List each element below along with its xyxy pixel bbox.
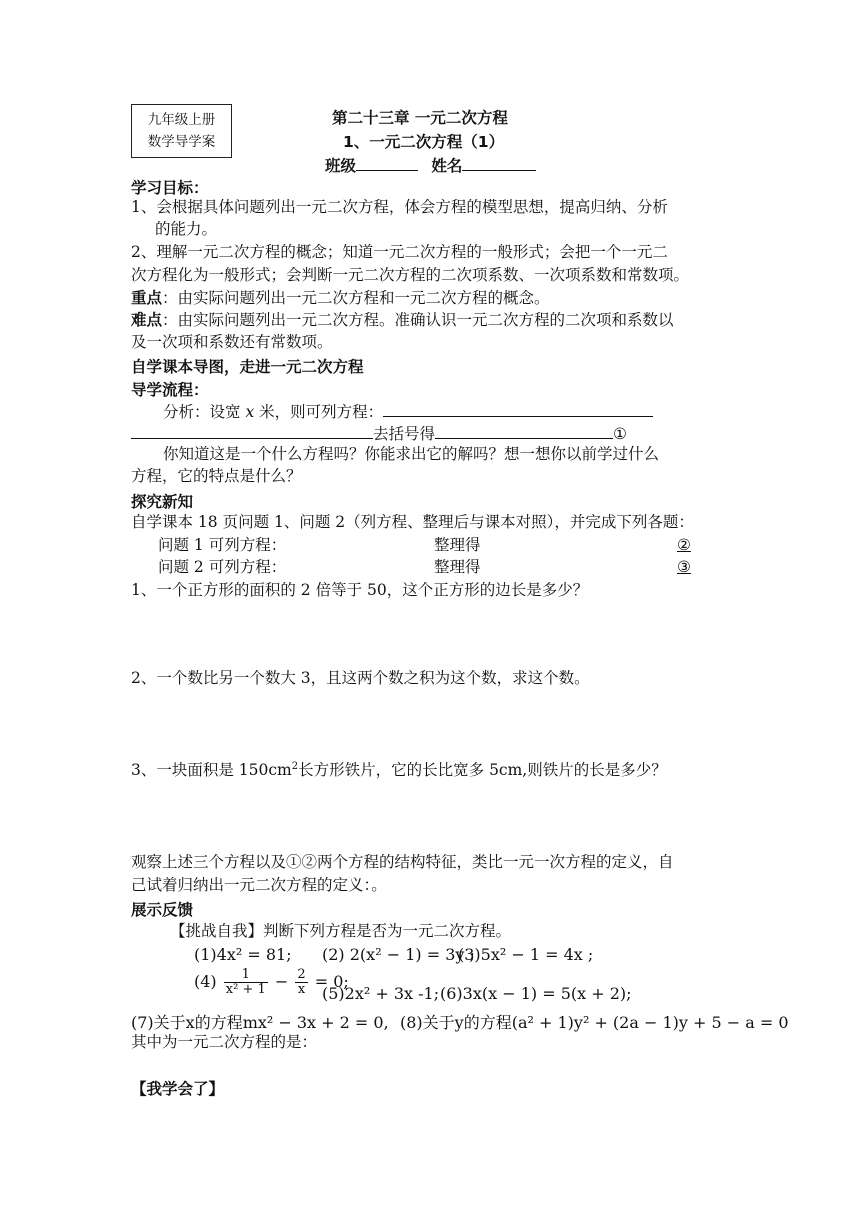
fraction-1-denominator: x² + 1 — [225, 982, 266, 997]
equation-4-fraction-2 — [295, 968, 307, 997]
fraction-2-numerator: 2 — [297, 967, 306, 982]
objective-1-line1: 1、会根据具体问题列出一元二次方程，体会方程的模型思想，提高归纳、分析 — [131, 198, 668, 216]
equation-4-prefix: (4) — [194, 972, 217, 991]
fraction-2-denominator: x — [297, 982, 306, 997]
observe-line1: 观察上述三个方程以及①②两个方程的结构特征，类比一元一次方程的定义，自 — [131, 853, 674, 871]
key-text: ：由实际问题列出一元二次方程和一元二次方程的概念。 — [162, 289, 550, 307]
difficulty-point — [131, 310, 674, 330]
circle-mark-1: ① — [613, 425, 627, 443]
equation-blank-b[interactable] — [131, 422, 373, 439]
equation-4-fraction-1 — [224, 968, 268, 997]
difficulty-line2: 及一次项和系数还有常数项。 — [131, 333, 333, 351]
objectives-heading: 学习目标： — [131, 179, 209, 197]
class-blank[interactable] — [356, 154, 418, 171]
explore-intro: 自学课本 18 页问题 1、问题 2（列方程、整理后与课本对照），并完成下列各题： — [131, 513, 694, 531]
difficulty-label: 难点 — [131, 311, 163, 329]
bracket-line — [131, 422, 627, 444]
objective-2-line2: 次方程化为一般形式；会判断一元二次方程的二次项系数、一次项系数和常数项。 — [131, 266, 690, 284]
analysis-prefix: 分析：设宽 — [163, 403, 241, 421]
observe-line2: 己试着归纳出一元二次方程的定义：。 — [131, 876, 387, 894]
grade-box — [131, 104, 232, 158]
name-blank[interactable] — [462, 154, 536, 171]
lesson-title: 1、一元二次方程（1） — [343, 133, 505, 151]
question-line2: 方程，它的特点是什么？ — [131, 467, 302, 485]
flow-heading: 导学流程： — [131, 381, 209, 399]
explore-heading: 探究新知 — [131, 493, 194, 511]
key-label: 重点 — [131, 289, 163, 307]
circle-mark-2: ② — [677, 536, 691, 554]
feedback-heading: 展示反馈 — [131, 901, 194, 919]
which-are-quadratic: 其中为一元二次方程的是： — [131, 1033, 318, 1051]
grade-label: 九年级上册 — [147, 112, 216, 128]
challenge-text: 【挑战自我】判断下列方程是否为一元二次方程。 — [170, 922, 512, 940]
class-name-line — [325, 154, 536, 176]
equation-2: (2) 2(x² − 1) = 3y ; — [322, 945, 475, 964]
equation-blank-a[interactable] — [383, 400, 653, 417]
equation-3: (3)5x² − 1 = 4x ; — [458, 945, 594, 964]
objective-1-line2: 的能力。 — [155, 220, 218, 238]
analysis-suffix: 米，则可列方程： — [259, 403, 384, 421]
question-1: 1、一个正方形的面积的 2 倍等于 50，这个正方形的边长是多少？ — [131, 581, 589, 599]
learned-heading: 【我学会了】 — [131, 1080, 225, 1098]
equation-4-suffix: = 0; — [314, 972, 349, 991]
problem-2-label: 问题 2 可列方程： — [158, 558, 287, 576]
objective-2-line1: 2、理解一元二次方程的概念；知道一元二次方程的一般形式；会把一个一元二 — [131, 243, 668, 261]
problem-1-label: 问题 1 可列方程： — [158, 536, 287, 554]
equation-1: (1)4x² = 81; — [194, 945, 292, 964]
question-3-suffix: 长方形铁片，它的长比宽多 5cm,则铁片的长是多少？ — [298, 761, 667, 779]
question-3-sup: 2 — [291, 760, 299, 772]
question-line1: 你知道这是一个什么方程吗？你能求出它的解吗？想一想你以前学过什么 — [163, 445, 660, 463]
problem-1-arrange: 整理得 — [434, 536, 481, 554]
name-label: 姓名 — [431, 157, 463, 175]
key-point — [131, 288, 550, 308]
subject-label: 数学导学案 — [147, 134, 216, 150]
problem-2-arrange: 整理得 — [434, 558, 481, 576]
question-3 — [131, 760, 667, 780]
fraction-1-numerator: 1 — [224, 968, 268, 983]
equation-7: (7)关于x的方程mx² − 3x + 2 = 0, — [131, 1013, 389, 1032]
equation-4-minus: − — [274, 972, 289, 991]
class-label: 班级 — [325, 157, 357, 175]
analysis-variable: x — [245, 403, 255, 421]
difficulty-text: ：由实际问题列出一元二次方程。准确认识一元二次方程的二次项和系数以 — [162, 311, 674, 329]
self-study-heading: 自学课本导图，走进一元二次方程 — [131, 358, 364, 376]
equation-8: (8)关于y的方程(a² + 1)y² + (2a − 1)y + 5 − a = 0 — [400, 1013, 789, 1032]
question-3-prefix: 3、一块面积是 150cm — [131, 761, 292, 779]
question-2: 2、一个数比另一个数大 3，且这两个数之积为这个数，求这个数。 — [131, 669, 590, 687]
equation-blank-c[interactable] — [435, 422, 613, 439]
equation-5: (5)2x² + 3x -1; — [322, 984, 440, 1003]
bracket-text: 去括号得 — [373, 425, 436, 443]
chapter-title: 第二十三章 一元二次方程 — [332, 109, 508, 127]
equation-6: (6)3x(x − 1) = 5(x + 2); — [440, 984, 632, 1003]
circle-mark-3: ③ — [677, 558, 691, 576]
analysis-line — [163, 400, 653, 422]
